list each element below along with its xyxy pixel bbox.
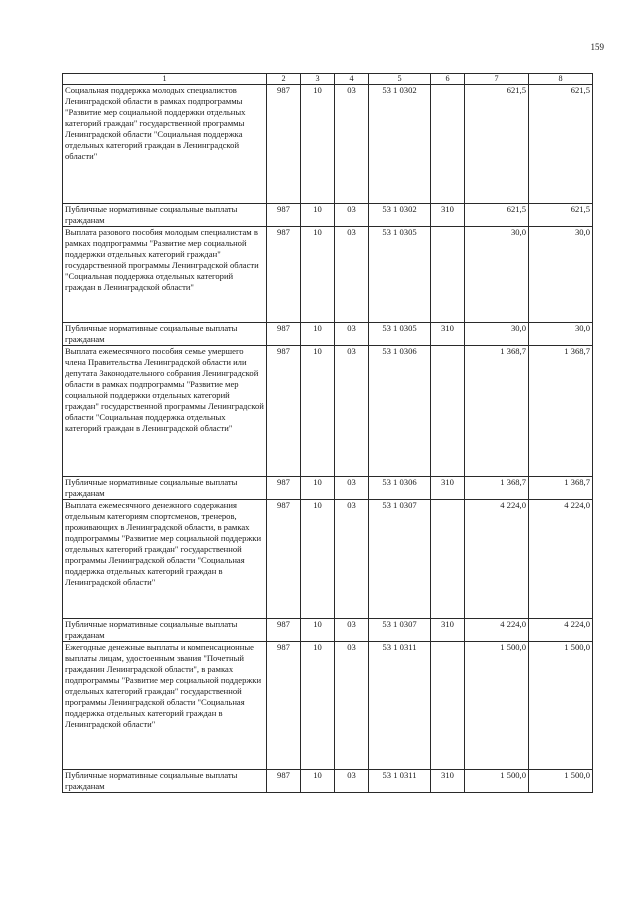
cell-subsection: 03: [335, 770, 369, 793]
row-description: Ежегодные денежные выплаты и компенсационные выплаты лицам, удостоенным звания "Почетный гражданин Ленинградской области", в рамках подпрограммы "Развитие мер социальной поддержки отдельных категорий граждан" государственной программы Ленинградской области "Социальная поддержка отдельных категорий граждан в Ленинградской области": [63, 642, 267, 770]
cell-expense-type: [431, 642, 465, 770]
cell-amount-8: 621,5: [529, 85, 593, 204]
cell-amount-8: 621,5: [529, 204, 593, 227]
column-header: 7: [465, 74, 529, 85]
cell-amount-8: 1 500,0: [529, 770, 593, 793]
cell-target-article: 53 1 0305: [369, 227, 431, 323]
cell-amount-7: 1 368,7: [465, 346, 529, 477]
cell-expense-type: [431, 227, 465, 323]
cell-admin-code: 987: [267, 477, 301, 500]
table-row: [63, 85, 593, 204]
cell-amount-7: 621,5: [465, 204, 529, 227]
cell-section: 10: [301, 770, 335, 793]
cell-expense-type: 310: [431, 323, 465, 346]
column-header: 8: [529, 74, 593, 85]
cell-amount-7: 1 500,0: [465, 642, 529, 770]
cell-admin-code: 987: [267, 619, 301, 642]
cell-section: 10: [301, 85, 335, 204]
cell-admin-code: 987: [267, 204, 301, 227]
cell-admin-code: 987: [267, 642, 301, 770]
row-description: Выплата разового пособия молодым специалистам в рамках подпрограммы "Развитие мер социальной поддержки отдельных категорий граждан" государственной программы Ленинградской области "Социальная поддержка отдельных категорий граждан в Ленинградской области": [63, 227, 267, 323]
cell-target-article: 53 1 0306: [369, 477, 431, 500]
cell-section: 10: [301, 477, 335, 500]
row-description: Социальная поддержка молодых специалистов Ленинградской области в рамках подпрограммы "Развитие мер социальной поддержки отдельных категорий граждан" государственной программы Ленинградской области "Социальная поддержка отдельных категорий граждан в Ленинградской области": [63, 85, 267, 204]
row-description: Публичные нормативные социальные выплаты гражданам: [63, 770, 267, 793]
table-row: [63, 346, 593, 477]
cell-amount-8: 1 368,7: [529, 477, 593, 500]
cell-subsection: 03: [335, 500, 369, 619]
table-row: [63, 323, 593, 346]
row-description: Выплата ежемесячного денежного содержания отдельным категориям спортсменов, тренеров, проживающих в Ленинградской области, в рамках подпрограммы "Развитие мер социальной поддержки отдельных категорий граждан" государственной программы Ленинградской области "Социальная поддержка отдельных категорий граждан в Ленинградской области": [63, 500, 267, 619]
cell-target-article: 53 1 0311: [369, 642, 431, 770]
column-header: 2: [267, 74, 301, 85]
cell-amount-8: 30,0: [529, 323, 593, 346]
table-row: [63, 770, 593, 793]
cell-admin-code: 987: [267, 500, 301, 619]
table-row: [63, 619, 593, 642]
cell-section: 10: [301, 500, 335, 619]
cell-amount-8: 4 224,0: [529, 500, 593, 619]
cell-expense-type: 310: [431, 204, 465, 227]
column-header: 3: [301, 74, 335, 85]
cell-subsection: 03: [335, 323, 369, 346]
table-row: [63, 204, 593, 227]
row-description: Публичные нормативные социальные выплаты гражданам: [63, 619, 267, 642]
cell-subsection: 03: [335, 346, 369, 477]
table-row: [63, 227, 593, 323]
cell-subsection: 03: [335, 227, 369, 323]
budget-table: [62, 73, 593, 793]
cell-amount-8: 4 224,0: [529, 619, 593, 642]
cell-target-article: 53 1 0302: [369, 85, 431, 204]
cell-amount-7: 1 368,7: [465, 477, 529, 500]
table-row: [63, 642, 593, 770]
cell-section: 10: [301, 642, 335, 770]
cell-target-article: 53 1 0311: [369, 770, 431, 793]
cell-admin-code: 987: [267, 323, 301, 346]
cell-amount-7: 1 500,0: [465, 770, 529, 793]
column-header: 1: [63, 74, 267, 85]
cell-amount-7: 621,5: [465, 85, 529, 204]
cell-subsection: 03: [335, 477, 369, 500]
cell-amount-7: 4 224,0: [465, 619, 529, 642]
row-description: Публичные нормативные социальные выплаты гражданам: [63, 323, 267, 346]
cell-expense-type: [431, 500, 465, 619]
cell-amount-8: 30,0: [529, 227, 593, 323]
cell-amount-7: 4 224,0: [465, 500, 529, 619]
cell-section: 10: [301, 619, 335, 642]
cell-section: 10: [301, 346, 335, 477]
cell-admin-code: 987: [267, 770, 301, 793]
row-description: Публичные нормативные социальные выплаты гражданам: [63, 477, 267, 500]
table-row: [63, 477, 593, 500]
page-number: 159: [590, 42, 604, 52]
cell-admin-code: 987: [267, 227, 301, 323]
column-header: 5: [369, 74, 431, 85]
cell-target-article: 53 1 0306: [369, 346, 431, 477]
table-row: [63, 500, 593, 619]
cell-target-article: 53 1 0302: [369, 204, 431, 227]
column-header: 4: [335, 74, 369, 85]
cell-expense-type: 310: [431, 770, 465, 793]
cell-admin-code: 987: [267, 346, 301, 477]
cell-admin-code: 987: [267, 85, 301, 204]
cell-target-article: 53 1 0305: [369, 323, 431, 346]
cell-expense-type: [431, 346, 465, 477]
cell-amount-8: 1 368,7: [529, 346, 593, 477]
cell-subsection: 03: [335, 619, 369, 642]
header-row: [63, 74, 593, 85]
cell-section: 10: [301, 323, 335, 346]
cell-amount-8: 1 500,0: [529, 642, 593, 770]
cell-expense-type: 310: [431, 619, 465, 642]
cell-amount-7: 30,0: [465, 323, 529, 346]
cell-subsection: 03: [335, 85, 369, 204]
row-description: Публичные нормативные социальные выплаты гражданам: [63, 204, 267, 227]
cell-expense-type: [431, 85, 465, 204]
cell-subsection: 03: [335, 642, 369, 770]
cell-target-article: 53 1 0307: [369, 619, 431, 642]
column-header: 6: [431, 74, 465, 85]
cell-amount-7: 30,0: [465, 227, 529, 323]
cell-subsection: 03: [335, 204, 369, 227]
cell-section: 10: [301, 204, 335, 227]
row-description: Выплата ежемесячного пособия семье умершего члена Правительства Ленинградской области или депутата Законодательного собрания Ленинградской области в рамках подпрограммы "Развитие мер социальной поддержки отдельных категорий граждан" государственной программы Ленинградской области "Социальная поддержка отдельных категорий граждан в Ленинградской области": [63, 346, 267, 477]
cell-expense-type: 310: [431, 477, 465, 500]
cell-target-article: 53 1 0307: [369, 500, 431, 619]
cell-section: 10: [301, 227, 335, 323]
